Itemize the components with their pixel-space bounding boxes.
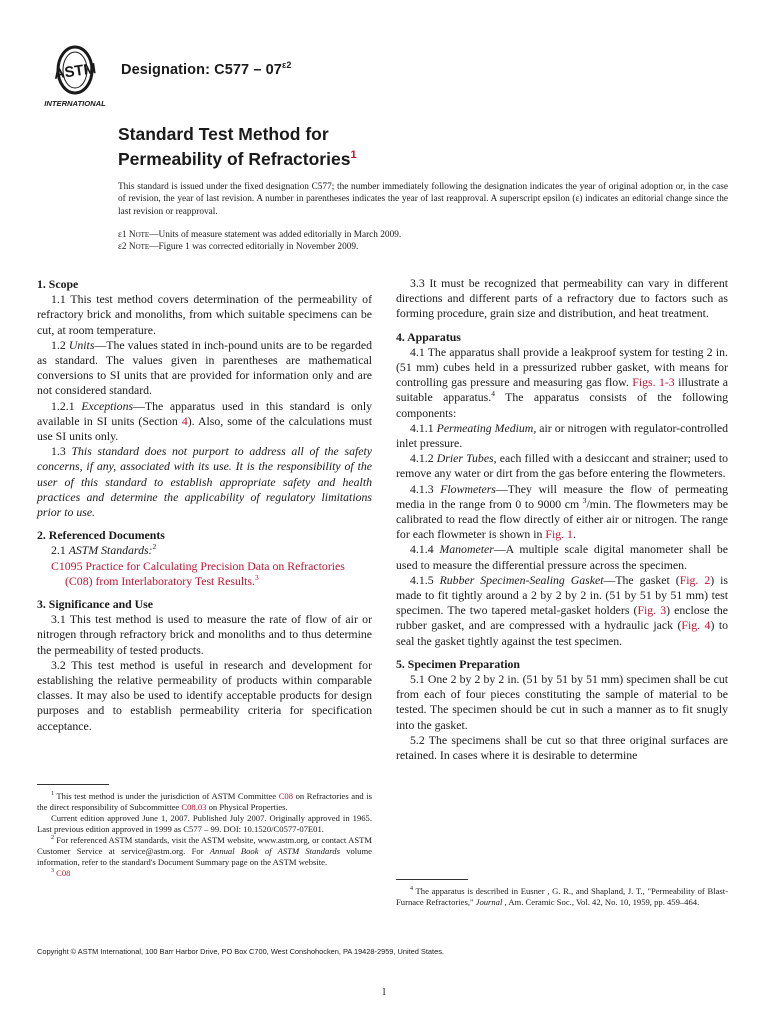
title-line-2: Permeability of Refractories$^1$ (118, 148, 357, 169)
para-5-2: 5.2 The specimens shall be cut so that three original surfaces are retained. In cases where it is desirable to determine (396, 732, 728, 763)
c1095-link[interactable]: C1095 (51, 558, 83, 573)
footnotes-right (396, 879, 728, 908)
title-line-1: Standard Test Method for (118, 124, 329, 144)
para-4-1-3: 4.1.3 Flowmeters—They will measure the flow of permeating media in the range from 0 to 9000 cm $^3$/min. The flowmeters may be calibrated to read the flow directly of either air or nitrogen. The range for each flowmeter is shown in Fig. 1. (396, 481, 729, 542)
para-1-3: 1.3 This standard does not purport to address all of the safety concerns, if any, associated with its use. It is the responsibility of the user of this standard to establish appropriate safety and health practices and determine the applicability of regulatory limitations prior to use. (37, 444, 372, 520)
fig-3-link[interactable]: Fig. 3 (637, 603, 667, 618)
designation-sup: ε2 (281, 60, 292, 70)
right-column (396, 276, 728, 763)
c08-03-link[interactable]: C08.03 (181, 801, 207, 812)
fig-1-link[interactable]: Fig. 1 (545, 527, 573, 542)
astm-logo (38, 44, 112, 110)
logo-top-text: ASTM (52, 60, 98, 83)
document-title (118, 124, 357, 170)
figs-1-3-link[interactable]: Figs. 1-3 (632, 375, 675, 390)
para-4-1-1: 4.1.1 Permeating Medium, air or nitrogen with regulator-controlled inlet pressure. (396, 420, 728, 451)
footnotes-left (37, 784, 372, 879)
editorial-note-2: ε2 Note—Figure 1 was corrected editorially in November 2009. (118, 242, 359, 253)
para-4-1-4: 4.1.4 Manometer—A multiple scale digital manometer shall be used to measure the differential pressure across the specimen. (396, 542, 728, 572)
referenced-standard-c1095: C1095 Practice for Calculating Precision Data on Refractories (C08) from Interlaboratory Test Results.$^3$ (51, 558, 345, 588)
title-footnote-ref[interactable]: 1 (350, 149, 357, 161)
section-5-heading: 5. Specimen Preparation (396, 656, 520, 671)
para-5-1: 5.1 One 2 by 2 by 2 in. (51 by 51 by 51 mm) specimen shall be cut from each of four pieces constituting the sample of material to be tested. The specimen should be cut in such a manner as to fit snugly into the gasket. (396, 672, 728, 732)
para-3-3: 3.3 It must be recognized that permeability can vary in different directions and different parts of a refractory due to factors such as forming procedure, grain size and distribution, and heat treatment. (396, 276, 728, 321)
copyright-line: Copyright © ASTM International, 100 Barr Harbor Drive, PO Box C700, West Conshohocken, PA 19428-2959, United States. (37, 947, 444, 956)
designation-text: Designation: C577 – 07 (121, 61, 282, 78)
para-4-1-2: 4.1.2 Drier Tubes, each filled with a desiccant and strainer; used to remove any water or dirt from the gas before entering the flowmeters. (396, 451, 729, 481)
footnote-1: $^1$ This test method is under the jurisdiction of ASTM Committee C08 on Refractories and is the direct responsibility of Subcommittee C08.03 on Physical Properties. (37, 790, 372, 812)
para-4-1: 4.1 The apparatus shall provide a leakproof system for testing 2 in. (51 mm) cubes held in a pressurized rubber gasket, with means for controlling gas pressure and measuring gas flow. Figs. 1-3 illustrate a suitable apparatus.$^4$ The apparatus consists of the following components: (396, 344, 728, 420)
section-1-heading: 1. Scope (37, 277, 79, 291)
para-2-1: 2.1 ASTM Standards:$^2$ (51, 542, 157, 558)
para-3-2: 3.2 This test method is useful in research and development for establishing the relative permeability of products within comparable classes. It may also be used to identify acceptable products for design purposes and to establish permeability criteria for specification acceptance. (37, 657, 372, 733)
para-1-1: 1.1 This test method covers determination of the permeability of refractory brick and monoliths, from which suitable specimens can be cut, at room temperature. (37, 292, 372, 337)
fig-4-link[interactable]: Fig. 4 (681, 618, 711, 633)
logo-bottom-text: INTERNATIONAL (44, 99, 106, 108)
issuance-statement: This standard is issued under the fixed designation C577; the number immediately following the designation indicates the year of original adoption or, in the case of revision, the year of last revision. A number in parentheses indicates the year of last reapproval. A superscript epsilon (ε) indicates an editorial change since the last revision or reapproval. (118, 182, 728, 217)
para-3-1: 3.1 This test method is used to measure the rate of flow of air or nitrogen through refractory brick and monoliths and to thus determine the permeability of tested products. (37, 612, 372, 657)
para-1-2-1: 1.2.1 Exceptions—The apparatus used in this standard is only available in SI units (Section 4). Also, some of the calculations must use SI units only. (37, 398, 373, 444)
para-1-2: 1.2 Units—The values stated in inch-pound units are to be regarded as standard. The values given in parentheses are mathematical conversions to SI units that are provided for information only and are not considered standard. (37, 337, 372, 398)
editorial-notes (118, 229, 728, 254)
left-column (37, 277, 372, 734)
footnote-1-edition: Current edition approved June 1, 2007. Published July 2007. Originally approved in 1965. Last previous edition approved in 1999 as C577 – 99. DOI: 10.1520/C0577-07E01. (37, 812, 372, 834)
section-4-heading: 4. Apparatus (396, 329, 461, 344)
c1095-title-link[interactable]: Practice for Calculating Precision Data on Refractories (C08) from Interlaboratory Test Results. (65, 558, 345, 588)
designation (121, 60, 291, 78)
editorial-note-1: ε1 Note—Units of measure statement was added editorially in March 2009. (118, 230, 402, 240)
section-3-heading: 3. Significance and Use (37, 597, 154, 612)
footnote-3: $^3$ C08 (51, 867, 71, 878)
fig-2-link[interactable]: Fig. 2 (679, 572, 711, 587)
footnote-3-c08-link[interactable]: C08 (56, 867, 71, 878)
section-2-heading: 2. Referenced Documents (37, 528, 165, 543)
footnote-4: $^4$ The apparatus is described in Eusner , G. R., and Shapland, J. T., "Permeability of Blast-Furnace Refractories," Journal , Am. Ceramic Soc., Vol. 42, No. 10, 1959, pp. 459–464. (396, 885, 728, 907)
footnote-2: $^2$ For referenced ASTM standards, visit the ASTM website, www.astm.org, or contact ASTM Customer Service at service@astm.org. For Annual Book of ASTM Standards volume information, refer to the standard's Document Summary page on the ASTM website. (37, 834, 372, 867)
astm-logo-icon (38, 44, 112, 110)
c08-link[interactable]: C08 (278, 790, 294, 801)
section-4-link[interactable]: 4 (181, 413, 188, 428)
page-number: 1 (381, 987, 387, 998)
para-4-1-5: 4.1.5 Rubber Specimen-Sealing Gasket—The gasket (Fig. 2) is made to fit tightly around a 2 by 2 by 2 in. (51 by 51 by 51 mm) test specimen. The two tapered metal-gasket holders (Fig. 3) enclose the rubber gasket, and are compressed with a hydraulic jack (Fig. 4) to seal the gasket tightly against the test specimen. (396, 572, 729, 648)
